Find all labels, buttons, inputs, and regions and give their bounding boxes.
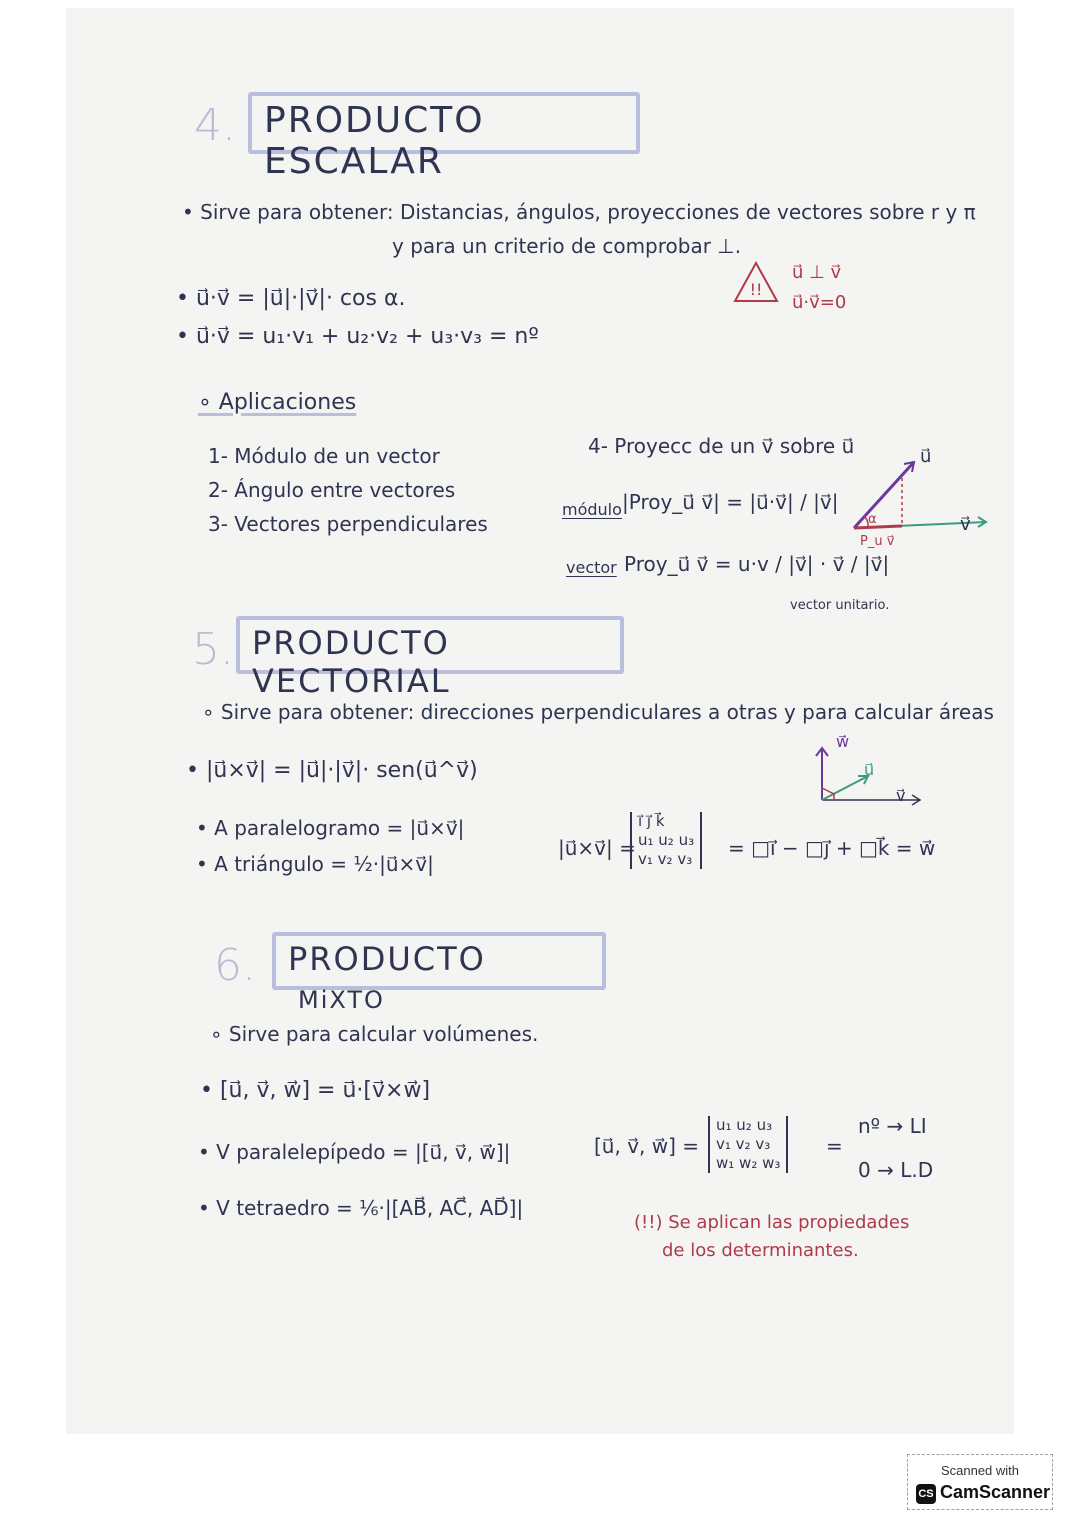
badge-scanned-with: Scanned with (940, 1463, 1020, 1478)
s6-result-ld: 0 → L.D (858, 1158, 934, 1182)
s6-note-line2: de los determinantes. (662, 1240, 859, 1261)
diagram-alpha-label: α (868, 512, 877, 527)
s4-modulo-formula: |Proy_u⃗ v⃗| = |u⃗·v⃗| / |v⃗| (622, 490, 839, 514)
s5-intro: ∘ Sirve para obtener: direcciones perpendiculares a otras y para calcular áreas (202, 700, 994, 724)
s4-formula-cos: • u⃗·v⃗ = |u⃗|·|v⃗|· cos α. (176, 286, 406, 311)
s5-formula-triangulo: • A triángulo = ½·|u⃗×v⃗| (196, 852, 434, 876)
s4-vector-unitario: vector unitario. (790, 598, 890, 613)
section-4-number: 4. (194, 100, 236, 151)
section-6-title-main: PRODUCTO (288, 940, 486, 978)
s4-modulo-label: módulo (562, 500, 622, 519)
s5-det-row3: v₁ v₂ v₃ (638, 850, 693, 868)
s5-formula-sen: • |u⃗×v⃗| = |u⃗|·|v⃗|· sen(u⃗^v⃗) (186, 758, 478, 783)
s6-determinant (708, 1116, 788, 1173)
s4-app-4: 4- Proyecc de un v⃗ sobre u⃗ (588, 434, 855, 458)
s4-app-3: 3- Vectores perpendiculares (208, 512, 488, 536)
camscanner-logo-icon: CS (916, 1484, 936, 1504)
s6-det-row3: w₁ w₂ w₃ (716, 1154, 781, 1172)
camscanner-badge (907, 1454, 1053, 1510)
s4-app-2: 2- Ángulo entre vectores (208, 478, 456, 502)
s4-vector-label: vector (566, 558, 617, 577)
s5-determinant (630, 812, 702, 869)
s4-aplicaciones-title: ∘ Aplicaciones (198, 390, 357, 415)
s4-intro-line1: • Sirve para obtener: Distancias, ángulos, proyecciones de vectores sobre r y π (182, 200, 976, 224)
s6-result-li: nº → LI (858, 1114, 927, 1138)
diagram-v-label: v⃗ (960, 514, 971, 535)
s5-det-left: |u⃗×v⃗| = (558, 836, 636, 860)
diagram-proj-label: P_u v⃗ (860, 534, 895, 549)
s5-det-row2: u₁ u₂ u₃ (638, 831, 695, 849)
s6-formula-mixed: • [u⃗, v⃗, w⃗] = u⃗·[v⃗×w⃗] (200, 1078, 431, 1103)
s6-intro: ∘ Sirve para calcular volúmenes. (210, 1022, 539, 1046)
s6-formula-paralelepipedo: • V paralelepípedo = |[u⃗, v⃗, w⃗]| (198, 1140, 511, 1164)
s6-det-row2: v₁ v₂ v₃ (716, 1135, 771, 1153)
s6-note-line1: (!!) Se aplican las propiedades (634, 1212, 910, 1233)
section-6-number: 6. (214, 940, 256, 991)
cross-diagram-w-label: w⃗ (836, 732, 850, 751)
s6-det-row1: u₁ u₂ u₃ (716, 1116, 773, 1134)
s5-det-row1: i⃗ j⃗ k⃗ (638, 812, 665, 830)
s4-formula-components: • u⃗·v⃗ = u₁·v₁ + u₂·v₂ + u₃·v₃ = nº (176, 324, 539, 349)
s6-det-left: [u⃗, v⃗, w⃗] = (594, 1134, 700, 1158)
s6-formula-tetraedro: • V tetraedro = ⅙·|[AB⃗, AC⃗, AD⃗]| (198, 1196, 524, 1220)
s4-intro-line2: y para un criterio de comprobar ⊥. (392, 234, 742, 258)
section-5-number: 5. (192, 624, 234, 675)
s4-warning-perp: u⃗ ⊥ v⃗ (792, 262, 842, 283)
s4-warning-dot: u⃗·v⃗=0 (792, 292, 847, 313)
s5-formula-paralelogramo: • A paralelogramo = |u⃗×v⃗| (196, 816, 465, 840)
section-6-title (272, 932, 606, 1014)
s4-vector-formula: Proy_u⃗ v⃗ = u·v / |v⃗| · v⃗ / |v⃗| (624, 552, 890, 576)
section-5-title: PRODUCTO VECTORIAL (236, 616, 624, 674)
section-4-title: PRODUCTO ESCALAR (248, 92, 640, 154)
section-6-title-small: MiXTO (298, 986, 385, 1014)
cross-diagram-u-label: u⃗ (864, 760, 875, 779)
svg-text:!!: !! (749, 280, 763, 299)
warning-icon (732, 260, 780, 304)
s6-det-eq: = (826, 1134, 843, 1158)
s5-det-right: = □i⃗ − □j⃗ + □k⃗ = w⃗ (728, 836, 936, 860)
diagram-u-label: u⃗ (920, 446, 932, 467)
cross-diagram-v-label: v⃗ (896, 786, 906, 805)
badge-brand-name: CamScanner (940, 1482, 1051, 1502)
s4-app-1: 1- Módulo de un vector (208, 444, 440, 468)
badge-brand (916, 1482, 1050, 1504)
